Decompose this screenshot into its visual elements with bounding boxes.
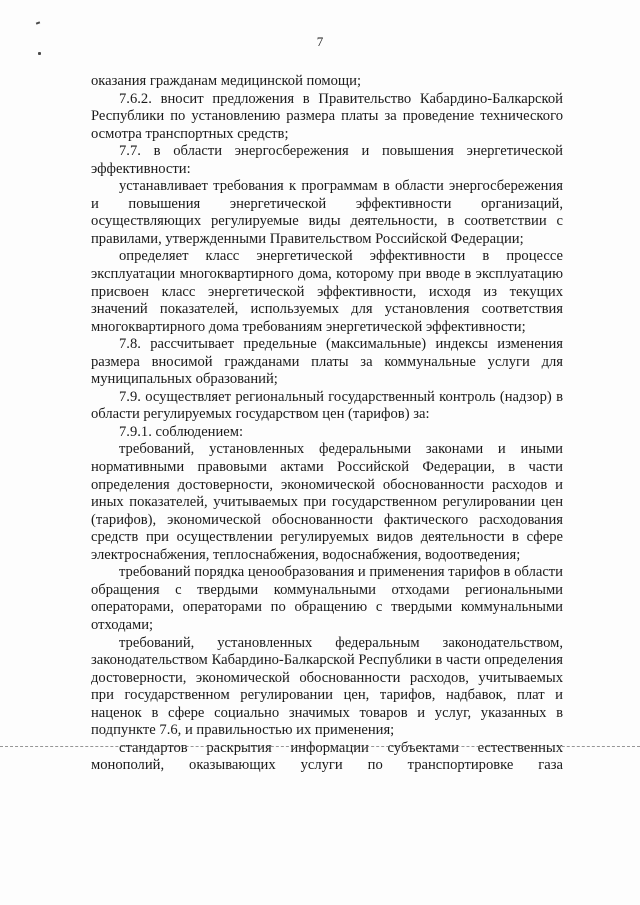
paragraph: 7.9. осуществляет региональный государственный контроль (надзор) в области регулируемых государством цен (тарифов) за: [91,388,563,423]
paragraph: устанавливает требования к программам в области энергосбережения и повышения энергетической эффективности организаций, осуществляющих регулируемые виды деятельности, в соответствии с правилами, утвержденными Правительством Российской Федерации; [91,178,563,247]
paragraph: определяет класс энергетической эффективности в процессе эксплуатации многоквартирного дома, которому при вводе в эксплуатацию присвоен класс энергетической эффективности, исходя из текущих значений показателей, используемых для установления соответствия многоквартирного дома требованиям энергетической эффективности; [91,248,563,335]
scan-artifact-line [0,746,640,747]
paragraph: требований, установленных федеральными законами и иными нормативными правовыми актами Российской Федерации, в части определения достоверности, экономической обоснованности расходов и иных показателей, учитываемых при государственном регулировании цен (тарифов), экономической обоснованности фактического расходования средств при осуществлении регулируемых видов деятельности в сфере электроснабжения, теплоснабжения, водоснабжения, водоотведения; [91,441,563,563]
page-number: 7 [316,34,324,49]
paragraph: требований, установленных федеральным законодательством, законодательством Кабардино-Балкарской Республики в части определения достоверности, экономической обоснованности расходов, учитываемых при государственном регулировании цен, тарифов, надбавок, плат и наценок в сфере социально значимых товаров и услуг, указанных в подпункте 7.6, и правильностью их применения; [91,634,563,739]
scan-speck [38,52,41,55]
paragraph: 7.6.2. вносит предложения в Правительство Кабардино-Балкарской Республики по установлению размера платы за проведение технического осмотра транспортных средств; [91,90,563,142]
paragraph: оказания гражданам медицинской помощи; [91,73,362,89]
paragraph: 7.9.1. соблюдением: [119,423,244,440]
paragraph: стандартов раскрытия информации субъектами естественных монополий, оказывающих услуги по транспортировке газа [91,739,563,774]
paragraph: требований порядка ценообразования и применения тарифов в области обращения с твердыми коммунальными отходами региональными операторами, операторами по обращению с твердыми коммунальными отходами; [91,564,563,633]
scan-speck [36,21,40,24]
body-text [91,73,563,775]
paragraph: 7.7. в области энергосбережения и повышения энергетической эффективности: [91,143,563,177]
paragraph: 7.8. рассчитывает предельные (максимальные) индексы изменения размера вносимой гражданами платы за коммунальные услуги для муниципальных образований; [91,336,563,388]
